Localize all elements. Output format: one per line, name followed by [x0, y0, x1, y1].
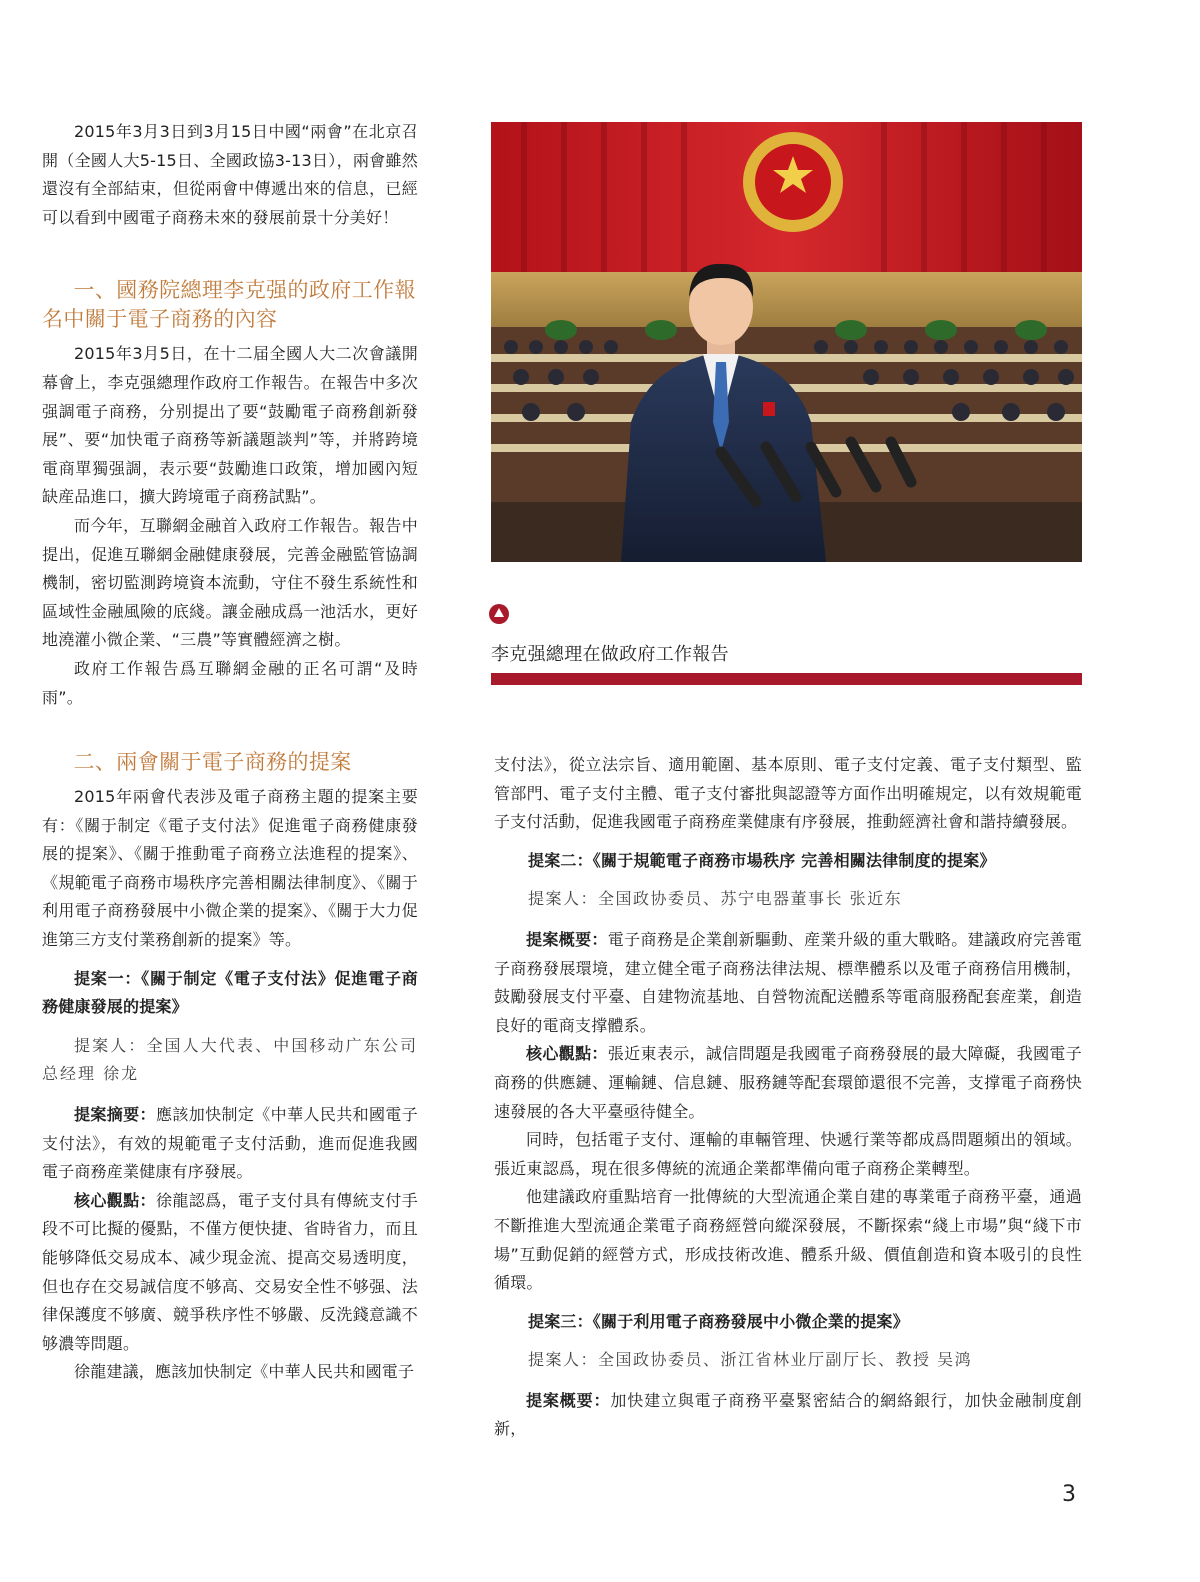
proposal1-proposer: 提案人：全国人大代表、中国移动广东公司总经理 徐龙	[42, 1035, 418, 1084]
proposal2-summary	[494, 926, 1082, 1040]
proposal2-paragraph-2: 同時，包括電子支付、運輸的車輛管理、快遞行業等都成爲問題頻出的領域。張近東認爲，現在很多傳統的流通企業都準備向電子商務企業轉型。	[494, 1130, 1082, 1178]
core-label: 核心觀點：	[74, 1190, 156, 1210]
proposal2-proposer: 提案人：全国政协委员、苏宁电器董事长 张近东	[528, 889, 903, 909]
proposal3-summary	[494, 1387, 1082, 1444]
left-column	[42, 118, 418, 1387]
right-column	[494, 751, 1082, 1444]
summary-label: 提案摘要：	[74, 1105, 156, 1125]
summary-text: 加快建立與電子商務平臺緊密結合的網絡銀行，加快金融制度創新，	[494, 1390, 1082, 1439]
section1-paragraph-1: 2015年3月5日，在十二届全國人大二次會議開幕會上，李克强總理作政府工作報告。在報告中多次强調電子商務，分别提出了要“鼓勵電子商務創新發展”、要“加快電子商務等新議題談判”等，并將跨境電商單獨强調，表示要“鼓勵進口政策，增加國內短缺産品進口，擴大跨境電子商務試點”。	[42, 344, 418, 507]
proposal2-core	[494, 1040, 1082, 1126]
photo-caption: 李克强總理在做政府工作報告	[491, 644, 729, 665]
summary-text: 應該加快制定《中華人民共和國電子支付法》，有效的規範電子支付活動，進而促進我國電子商務産業健康有序發展。	[42, 1105, 418, 1182]
intro-paragraph: 2015年3月3日到3月15日中國“兩會”在北京召開（全國人大5-15日、全國政協3-13日），兩會雖然還沒有全部結束，但從兩會中傳遞出來的信息，已經可以看到中國電子商務未來的發展前景十分美好！	[42, 122, 418, 227]
proposal3-title: 提案三：《關于利用電子商務發展中小微企業的提案》	[528, 1311, 909, 1331]
page-number: 3	[1062, 1482, 1076, 1507]
proposal3-proposer: 提案人：全国政协委员、浙江省林业厅副厅长、教授 吴鸿	[528, 1350, 973, 1370]
proposal2-paragraph-3: 他建議政府重點培育一批傳統的大型流通企業自建的專業電子商務平臺，通過不斷推進大型流通企業電子商務經營向縱深發展，不斷探索“綫上市場”與“綫下市場”互動促銷的經營方式，形成技術改進、體系升級、價值創造和資本吸引的良性循環。	[494, 1187, 1082, 1293]
proposal2-title: 提案二：《關于規範電子商務市場秩序 完善相關法律制度的提案》	[528, 850, 996, 870]
premier-speech-photo	[491, 122, 1082, 562]
proposal1-core	[42, 1187, 418, 1359]
section1-paragraph-2: 而今年，互聯網金融首入政府工作報告。報告中提出，促進互聯網金融健康發展，完善金融監管協調機制，密切監測跨境資本流動，守住不發生系統性和區域性金融風險的底綫。讓金融成爲一池活水，更好地澆灌小微企業、“三農”等實體經濟之樹。	[42, 515, 418, 650]
section2-paragraph: 2015年兩會代表涉及電子商務主題的提案主要有：《關于制定《電子支付法》促進電子商務健康發展的提案》、《關于推動電子商務立法進程的提案》、《規範電子商務市場秩序完善相關法律制度》、《關于利用電子商務發展中小微企業的提案》、《關于大力促進第三方支付業務創新的提案》等。	[42, 787, 418, 950]
section1-paragraph-3: 政府工作報告爲互聯網金融的正名可謂“及時雨”。	[42, 658, 418, 707]
caption-triangle-icon	[489, 604, 509, 624]
section1-heading: 一、國務院總理李克强的政府工作報名中關于電子商務的內容	[42, 278, 416, 332]
caption-divider-bar	[491, 673, 1082, 685]
proposal1-summary	[42, 1101, 418, 1187]
core-label: 核心觀點：	[526, 1044, 608, 1064]
core-text: 張近東表示，誠信問題是我國電子商務發展的最大障礙，我國電子商務的供應鏈、運輸鏈、信息鏈、服務鏈等配套環節還很不完善，支撑電子商務快速發展的各大平臺亟待健全。	[494, 1044, 1082, 1121]
proposal1-suggest: 徐龍建議，應該加快制定《中華人民共和國電子	[74, 1362, 415, 1382]
core-text: 徐龍認爲，電子支付具有傳統支付手段不可比擬的優點，不僅方便快捷、省時省力，而且能够降低交易成本、减少現金流、提高交易透明度，但也存在交易誠信度不够高、交易安全性不够强、法律保護度不够廣、競爭秩序性不够嚴、反洗錢意識不够濃等問題。	[42, 1190, 418, 1353]
summary-text: 電子商務是企業創新驅動、産業升級的重大戰略。建議政府完善電子商務發展環境，建立健全電子商務法律法規、標準體系以及電子商務信用機制，鼓勵發展支付平臺、自建物流基地、自營物流配送體系等電商服務配套産業，創造良好的電商支撑體系。	[494, 929, 1082, 1035]
national-emblem	[743, 132, 843, 232]
section2-heading: 二、兩會關于電子商務的提案	[73, 750, 352, 775]
proposal1-title: 提案一：《關于制定《電子支付法》促進電子商務健康發展的提案》	[42, 968, 418, 1017]
summary-label: 提案概要：	[526, 1390, 611, 1410]
summary-label: 提案概要：	[526, 929, 608, 949]
continued-paragraph: 支付法》，從立法宗旨、適用範圍、基本原則、電子支付定義、電子支付類型、監管部門、電子支付主體、電子支付審批與認證等方面作出明確規定，以有效規範電子支付活動，促進我國電子商務産業健康有序發展，推動經濟社會和諧持續發展。	[494, 755, 1082, 832]
